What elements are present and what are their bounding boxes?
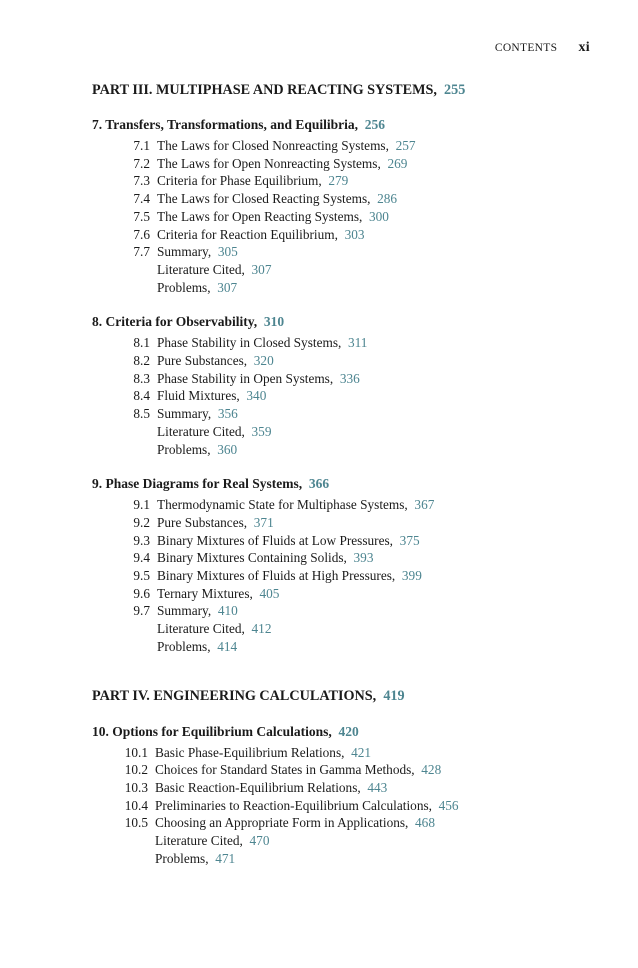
section-title: The Laws for Open Nonreacting Systems, <box>157 155 381 171</box>
part-heading <box>92 687 592 705</box>
section-number: 7.4 <box>133 191 150 207</box>
section-page: 359 <box>251 423 272 439</box>
section-page: 303 <box>344 226 365 242</box>
running-title: CONTENTS <box>494 42 558 54</box>
section-page: 428 <box>421 762 442 778</box>
section-page: 375 <box>399 532 420 548</box>
section-number: 9.4 <box>133 550 150 566</box>
section-list <box>92 334 592 458</box>
section-page: 443 <box>367 779 388 795</box>
section-number <box>92 261 150 279</box>
chapter-heading <box>92 475 592 493</box>
chapter-heading <box>92 313 592 331</box>
toc-entry <box>92 352 592 370</box>
section-number: 8.1 <box>133 335 150 351</box>
section-page: 470 <box>249 833 270 849</box>
section-list <box>92 496 592 655</box>
section-title: Criteria for Reaction Equilibrium, <box>157 226 338 242</box>
chapter-page: 420 <box>338 723 359 739</box>
toc-entry <box>92 797 592 815</box>
section-title: Choosing an Appropriate Form in Applications, <box>155 815 409 831</box>
section-number: 9.5 <box>133 568 150 584</box>
section-page: 340 <box>246 388 267 404</box>
toc-entry <box>92 387 592 405</box>
section-title: Thermodynamic State for Multiphase Systems, <box>157 497 408 513</box>
toc-entry <box>92 832 592 850</box>
toc-entry <box>92 567 592 585</box>
section-number <box>92 441 150 459</box>
section-title: Basic Phase-Equilibrium Relations, <box>155 744 345 760</box>
section-number: 10.2 <box>124 762 148 778</box>
toc-entry <box>92 532 592 550</box>
section-number <box>92 638 150 656</box>
toc-entry <box>92 744 592 762</box>
section-number <box>92 423 150 441</box>
section-number: 9.3 <box>133 532 150 548</box>
toc-entry <box>92 190 592 208</box>
section-page: 336 <box>339 370 360 386</box>
section-title: Binary Mixtures of Fluids at Low Pressures, <box>157 532 394 548</box>
section-page: 257 <box>395 138 416 153</box>
section-title: Problems, <box>157 279 211 295</box>
table-of-contents <box>92 81 592 868</box>
toc-entry <box>92 814 592 832</box>
section-title: The Laws for Open Reacting Systems, <box>157 208 363 224</box>
toc-entry <box>92 423 592 441</box>
section-number: 9.2 <box>133 514 150 530</box>
chapter-title: 8. Criteria for Observability, <box>92 314 258 330</box>
section-page: 405 <box>259 585 280 601</box>
section-page: 421 <box>351 744 372 760</box>
section-page: 311 <box>347 335 368 351</box>
chapter-title: 9. Phase Diagrams for Real Systems, <box>92 476 303 492</box>
toc-entry <box>92 208 592 226</box>
section-title: Summary, <box>157 603 212 619</box>
toc-entry <box>92 261 592 279</box>
section-title: Pure Substances, <box>157 353 248 369</box>
section-title: Literature Cited, <box>155 833 243 849</box>
part-title: PART IV. ENGINEERING CALCULATIONS, <box>92 687 377 704</box>
section-number: 9.6 <box>133 585 150 601</box>
chapter-page: 256 <box>364 117 386 132</box>
section-page: 320 <box>253 353 274 369</box>
toc-entry <box>92 155 592 173</box>
section-number: 10.5 <box>124 815 148 831</box>
toc-entry <box>92 137 592 155</box>
chapter-heading <box>92 723 592 741</box>
section-page: 410 <box>217 603 238 619</box>
section-page: 456 <box>438 797 459 813</box>
section-page: 471 <box>215 850 236 866</box>
toc-entry <box>92 779 592 797</box>
section-title: Literature Cited, <box>157 423 245 439</box>
toc-entry <box>92 585 592 603</box>
section-number: 8.3 <box>133 370 150 386</box>
section-title: Fluid Mixtures, <box>157 388 240 404</box>
toc-entry <box>92 243 592 261</box>
section-title: The Laws for Closed Nonreacting Systems, <box>157 138 389 153</box>
toc-entry <box>92 602 592 620</box>
part-page: 255 <box>444 82 466 98</box>
section-page: 393 <box>353 550 374 566</box>
section-page: 300 <box>368 208 389 224</box>
section-title: Phase Stability in Closed Systems, <box>157 335 342 351</box>
section-number <box>92 832 148 850</box>
section-title: Literature Cited, <box>157 261 245 277</box>
section-page: 269 <box>387 155 408 171</box>
section-number: 7.3 <box>133 173 150 189</box>
section-title: Binary Mixtures of Fluids at High Pressures, <box>157 568 396 584</box>
section-page: 305 <box>217 244 238 260</box>
section-number: 10.4 <box>124 797 148 813</box>
section-title: Preliminaries to Reaction-Equilibrium Calculations, <box>155 797 432 813</box>
section-number: 10.1 <box>124 744 148 760</box>
section-title: Problems, <box>155 850 209 866</box>
section-title: The Laws for Closed Reacting Systems, <box>157 191 371 207</box>
toc-entry <box>92 279 592 297</box>
section-title: Summary, <box>157 244 212 260</box>
chapter-page: 366 <box>308 476 330 492</box>
section-number: 9.7 <box>133 603 150 619</box>
chapter-page: 310 <box>263 314 285 330</box>
toc-entry <box>92 620 592 638</box>
section-title: Pure Substances, <box>157 514 248 530</box>
toc-entry <box>92 172 592 190</box>
section-title: Summary, <box>157 406 212 422</box>
section-title: Problems, <box>157 638 211 654</box>
section-title: Basic Reaction-Equilibrium Relations, <box>155 779 361 795</box>
chapter-title: 7. Transfers, Transformations, and Equilibria, <box>92 117 359 132</box>
toc-entry <box>92 850 592 868</box>
section-number: 7.1 <box>133 138 150 153</box>
section-number: 7.5 <box>133 208 150 224</box>
section-list <box>92 744 592 868</box>
section-number: 8.4 <box>133 388 150 404</box>
section-title: Ternary Mixtures, <box>157 585 253 601</box>
part-page: 419 <box>383 687 405 704</box>
toc-entry <box>92 226 592 244</box>
toc-entry <box>92 405 592 423</box>
section-page: 307 <box>251 261 272 277</box>
section-page: 399 <box>401 568 422 584</box>
toc-entry <box>92 496 592 514</box>
toc-entry <box>92 638 592 656</box>
section-page: 371 <box>253 514 274 530</box>
toc-entry <box>92 370 592 388</box>
page-folio: xi <box>578 40 590 55</box>
section-page: 414 <box>217 638 238 654</box>
section-title: Choices for Standard States in Gamma Methods, <box>155 762 415 778</box>
section-title: Binary Mixtures Containing Solids, <box>157 550 347 566</box>
section-page: 367 <box>414 497 435 513</box>
running-header <box>495 40 590 56</box>
section-number: 7.7 <box>133 244 150 260</box>
toc-entry <box>92 549 592 567</box>
section-number <box>92 620 150 638</box>
section-title: Literature Cited, <box>157 621 245 637</box>
part-title: PART III. MULTIPHASE AND REACTING SYSTEMS, <box>92 82 437 98</box>
toc-entry <box>92 514 592 532</box>
toc-entry <box>92 761 592 779</box>
part-heading <box>92 81 592 99</box>
section-title: Phase Stability in Open Systems, <box>157 370 334 386</box>
section-page: 286 <box>377 191 398 207</box>
section-title: Criteria for Phase Equilibrium, <box>157 173 322 189</box>
section-title: Problems, <box>157 441 211 457</box>
section-page: 412 <box>251 621 272 637</box>
section-number: 8.5 <box>133 406 150 422</box>
section-list <box>92 137 592 296</box>
section-number: 10.3 <box>124 779 148 795</box>
section-page: 279 <box>328 173 349 189</box>
chapter-heading <box>92 116 592 134</box>
section-number <box>92 850 148 868</box>
section-number: 8.2 <box>133 353 150 369</box>
section-number <box>92 279 150 297</box>
section-number: 9.1 <box>133 497 150 513</box>
section-page: 356 <box>217 406 238 422</box>
chapter-title: 10. Options for Equilibrium Calculations, <box>92 723 332 739</box>
section-number: 7.6 <box>133 226 150 242</box>
section-page: 468 <box>415 815 435 831</box>
toc-entry <box>92 334 592 352</box>
section-page: 307 <box>217 279 238 295</box>
section-number: 7.2 <box>133 155 150 171</box>
toc-entry <box>92 441 592 459</box>
section-page: 360 <box>217 441 238 457</box>
